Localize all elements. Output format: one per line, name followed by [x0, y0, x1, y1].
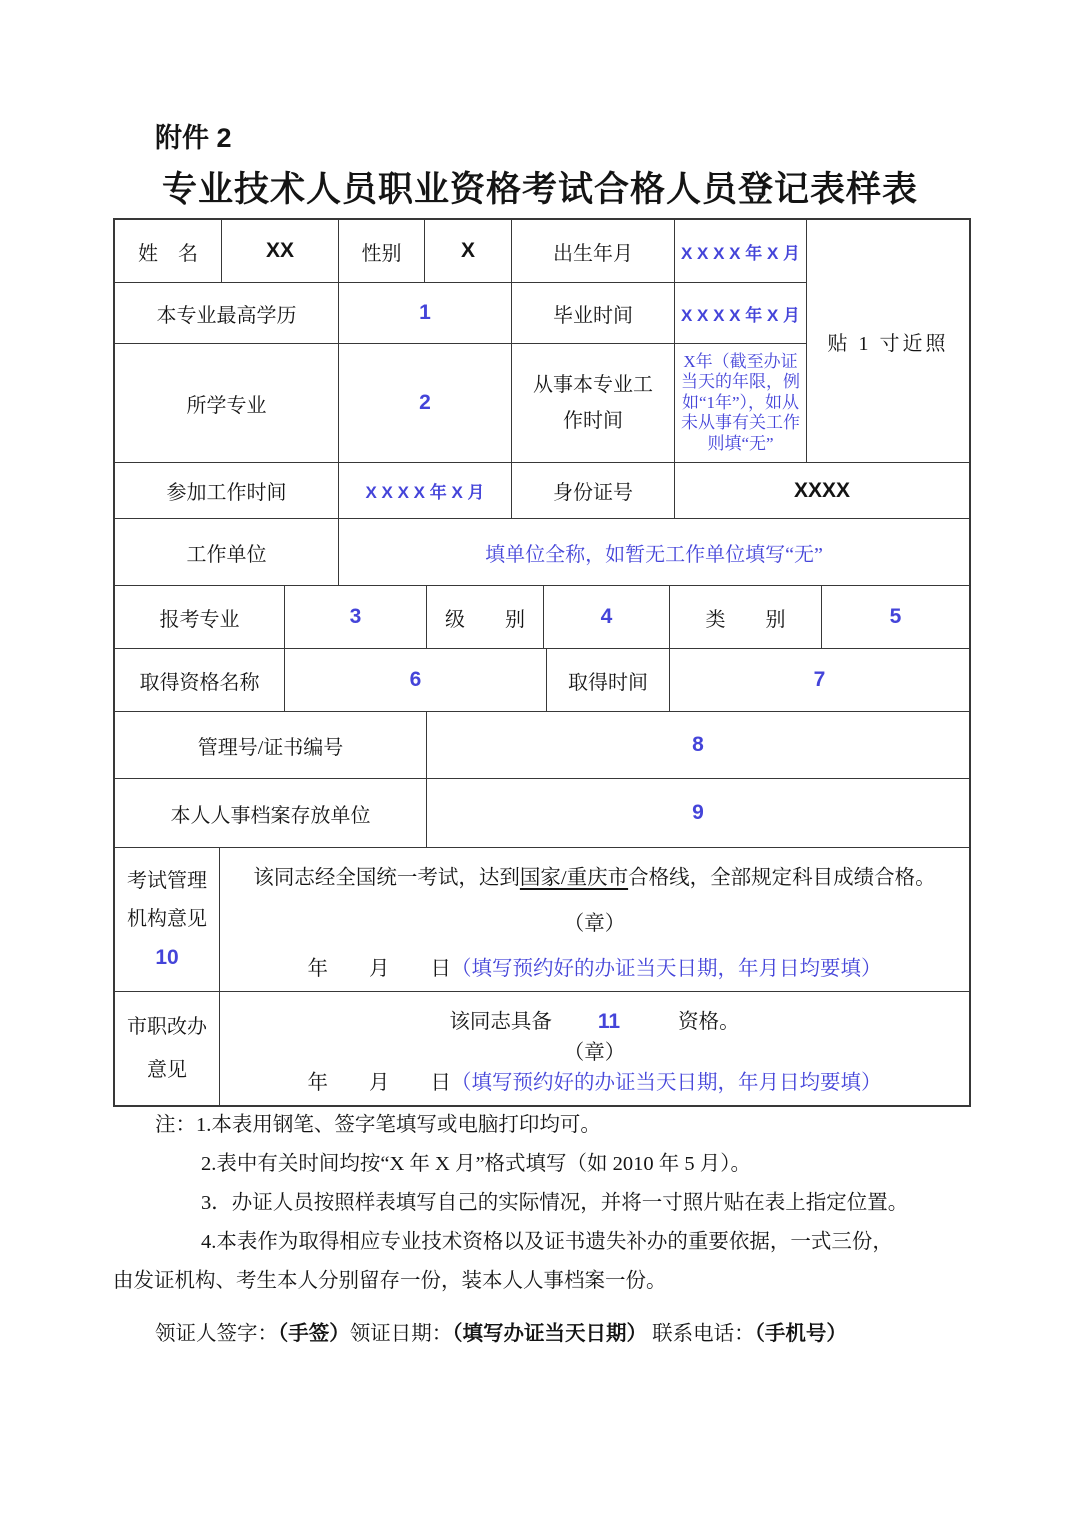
education-value: 1 [339, 283, 512, 343]
sign-value: （手签） [278, 1323, 350, 1345]
exam-authority-opinion-body [220, 848, 969, 991]
major-label: 所学专业 [115, 344, 339, 462]
phone-label: 联系电话： [647, 1323, 755, 1345]
row-employer [115, 519, 969, 586]
row-major [115, 344, 807, 462]
graduation-label: 毕业时间 [512, 283, 675, 343]
qualification-time-label: 取得时间 [547, 649, 670, 711]
note-1: 注：1.本表用钢笔、签字笔填写或电脑打印均可。 [155, 1114, 601, 1136]
archive-unit-label: 本人人事档案存放单位 [115, 779, 427, 847]
photo-label: 贴 1 寸近照 [827, 332, 949, 355]
notes-prefix: 注： [155, 1114, 196, 1136]
row-certificate-no [115, 712, 969, 779]
education-label: 本专业最高学历 [115, 283, 339, 343]
work-years-value [675, 344, 807, 462]
title-reform-label-line1: 市职改办 [127, 1016, 207, 1039]
exam-major-value: 3 [285, 586, 427, 648]
statement-suffix: 资格。 [678, 1011, 740, 1033]
top-left-rows [115, 220, 807, 462]
name-value: XX [222, 220, 339, 282]
row-exam-authority-opinion [115, 848, 969, 992]
exam-authority-number: 10 [155, 945, 179, 969]
exam-authority-statement [228, 860, 961, 890]
id-number-value: XXXX [793, 478, 851, 502]
note-4: 4.本表作为取得相应专业技术资格以及证书遗失补办的重要依据，一式三份， [201, 1231, 893, 1253]
statement-prefix: 该同志经全国统一考试，达到 [253, 867, 520, 889]
work-start-label: 参加工作时间 [115, 463, 339, 518]
row-work-start [115, 463, 969, 519]
work-years-label-line1: 从事本专业工 [533, 374, 653, 396]
note-2: 2.表中有关时间均按“X 年 X 月”格式填写（如 2010 年 5 月）。 [201, 1153, 752, 1175]
level-value: 4 [544, 586, 670, 648]
title-reform-seal: （章） [563, 1041, 626, 1064]
birth-value: X X X X 年 X 月 [675, 220, 807, 282]
title-reform-label-line2: 意见 [147, 1058, 187, 1081]
row-title-reform-opinion [115, 992, 969, 1105]
level-label: 级 别 [427, 586, 544, 648]
title-reform-statement [228, 1004, 961, 1034]
date-note: （填写预约好的办证当天日期，年月日均要填） [451, 1072, 882, 1094]
sign-label: 领证人签字： [155, 1323, 278, 1345]
title-reform-number: 11 [597, 1010, 621, 1033]
row-education [115, 283, 807, 344]
major-value: 2 [339, 344, 512, 462]
id-number-label: 身份证号 [512, 463, 675, 518]
archive-unit-value: 9 [692, 801, 704, 824]
date-blanks: 年 月 日 [307, 1072, 451, 1094]
top-section [115, 220, 969, 463]
row-archive-unit [115, 779, 969, 848]
exam-authority-label-line1: 考试管理 [127, 869, 207, 892]
category-label: 类 别 [670, 586, 822, 648]
title-reform-opinion-body [220, 992, 969, 1105]
exam-authority-seal: （章） [563, 912, 626, 935]
attachment-label: 附件 2 [155, 123, 232, 153]
registration-form-table [113, 218, 971, 1107]
sign-date-value: （填写办证当天日期） [452, 1323, 647, 1345]
name-label: 姓 名 [115, 220, 222, 282]
statement-underlined: 国家/重庆市 [519, 867, 629, 889]
certificate-no-value: 8 [692, 733, 704, 756]
work-years-label-line2: 作时间 [563, 410, 623, 432]
title-reform-date-line [228, 1065, 961, 1095]
row-exam-major [115, 586, 969, 649]
note-4-continuation: 由发证机构、考生本人分别留存一份，装本人人事档案一份。 [113, 1270, 667, 1292]
gender-value: X [425, 220, 512, 282]
graduation-value: X X X X 年 X 月 [675, 283, 807, 343]
date-blanks: 年 月 日 [307, 958, 451, 980]
certificate-no-label: 管理号/证书编号 [115, 712, 427, 778]
photo-area [807, 220, 969, 462]
exam-authority-label-line2: 机构意见 [127, 907, 207, 930]
date-note: （填写预约好的办证当天日期，年月日均要填） [451, 958, 882, 980]
work-start-value: X X X X 年 X 月 [339, 463, 512, 518]
qualification-time-value: 7 [813, 668, 826, 691]
gender-label: 性别 [339, 220, 425, 282]
notes-section [113, 1106, 993, 1301]
qualification-name-label: 取得资格名称 [115, 649, 285, 711]
statement-prefix: 该同志具备 [449, 1011, 552, 1033]
exam-authority-date-line [228, 951, 961, 981]
signature-line [155, 1316, 1035, 1346]
title-reform-label [115, 992, 220, 1105]
exam-authority-label [115, 848, 220, 991]
work-years-note: X年（截至办证当天的年限，例如“1年”），如从未从事有关工作则填“无” [681, 352, 800, 453]
employer-value: 填单位全称，如暂无工作单位填写“无” [485, 543, 823, 566]
category-value: 5 [889, 605, 902, 628]
employer-label: 工作单位 [115, 519, 339, 585]
work-years-label [512, 344, 675, 462]
note-3: 3．办证人员按照样表填写自己的实际情况，并将一寸照片贴在表上指定位置。 [201, 1192, 909, 1214]
statement-suffix: 合格线，全部规定科目成绩合格。 [628, 867, 936, 889]
birth-label: 出生年月 [512, 220, 675, 282]
qualification-name-value: 6 [285, 649, 547, 711]
row-qualification [115, 649, 969, 712]
exam-major-label: 报考专业 [115, 586, 285, 648]
phone-value: （手机号） [754, 1323, 847, 1345]
sign-date-label: 领证日期： [349, 1323, 453, 1345]
row-name [115, 220, 807, 283]
page-title: 专业技术人员职业资格考试合格人员登记表样表 [161, 170, 918, 209]
